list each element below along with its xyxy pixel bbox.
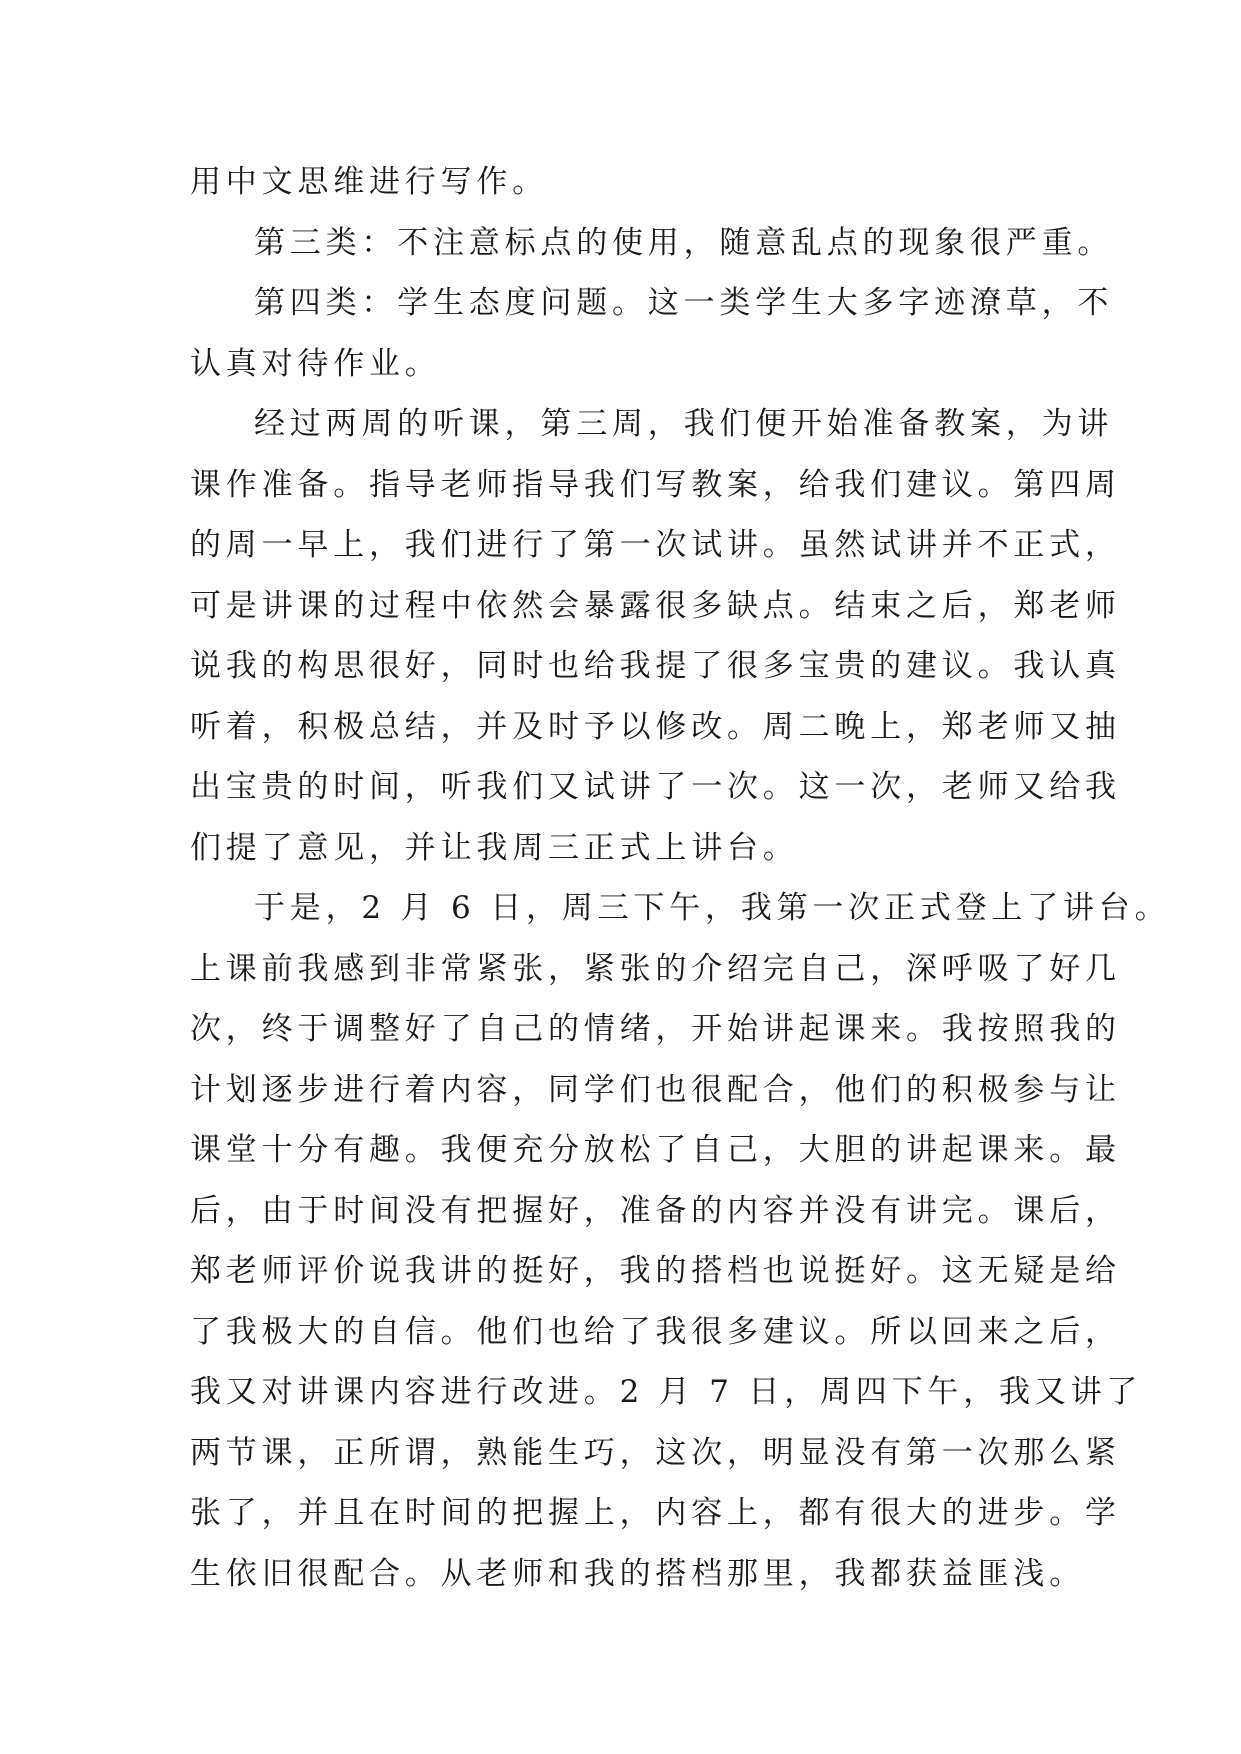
text-line: 后，由于时间没有把握好，准备的内容并没有讲完。课后，	[190, 1192, 1121, 1229]
text-line: 出宝贵的时间，听我们又试讲了一次。这一次，老师又给我	[190, 769, 1121, 805]
text-line: 们提了意见，并让我周三正式上讲台。	[190, 829, 799, 866]
text-line: 课作准备。指导老师指导我们写教案，给我们建议。第四周	[190, 466, 1121, 503]
paragraph-first-lesson: 于是，2 月 6 日，周三下午，我第一次正式登上了讲台。	[254, 890, 1171, 926]
text-line: 次，终于调整好了自己的情绪，开始讲起课来。我按照我的	[190, 1011, 1121, 1047]
paragraph-category-four: 第四类：学生态度问题。这一类学生大多字迹潦草，不	[254, 285, 1114, 321]
text-line: 生依旧很配合。从老师和我的搭档那里，我都获益匪浅。	[190, 1555, 1085, 1592]
text-line: 听着，积极总结，并及时予以修改。周二晚上，郑老师又抽	[190, 708, 1121, 745]
text-line: 可是讲课的过程中依然会暴露很多缺点。结束之后，郑老师	[190, 587, 1121, 624]
text-line: 计划逐步进行着内容，同学们也很配合，他们的积极参与让	[190, 1071, 1121, 1108]
text-line: 的周一早上，我们进行了第一次试讲。虽然试讲并不正式，	[190, 527, 1121, 563]
text-line: 两节课，正所谓，熟能生巧，这次，明显没有第一次那么紧	[190, 1434, 1121, 1471]
text-line: 了我极大的自信。他们也给了我很多建议。所以回来之后，	[190, 1313, 1121, 1350]
text-line: 说我的构思很好，同时也给我提了很多宝贵的建议。我认真	[190, 648, 1121, 684]
text-line: 上课前我感到非常紧张，紧张的介绍完自己，深呼吸了好几	[190, 950, 1121, 987]
text-line: 认真对待作业。	[190, 345, 441, 382]
text-line: 郑老师评价说我讲的挺好，我的搭档也说挺好。这无疑是给	[190, 1253, 1121, 1289]
document-body	[190, 152, 1171, 1604]
paragraph-category-three: 第三类：不注意标点的使用，随意乱点的现象很严重。	[254, 224, 1114, 261]
paragraph-lesson-prep: 经过两周的听课，第三周，我们便开始准备教案，为讲	[254, 406, 1114, 442]
text-line: 张了，并且在时间的把握上，内容上，都有很大的进步。学	[190, 1495, 1121, 1531]
text-line: 我又对讲课内容进行改进。2 月 7 日，周四下午，我又讲了	[190, 1374, 1143, 1410]
text-line: 课堂十分有趣。我便充分放松了自己，大胆的讲起课来。最	[190, 1132, 1121, 1168]
text-line: 用中文思维进行写作。	[190, 164, 548, 200]
